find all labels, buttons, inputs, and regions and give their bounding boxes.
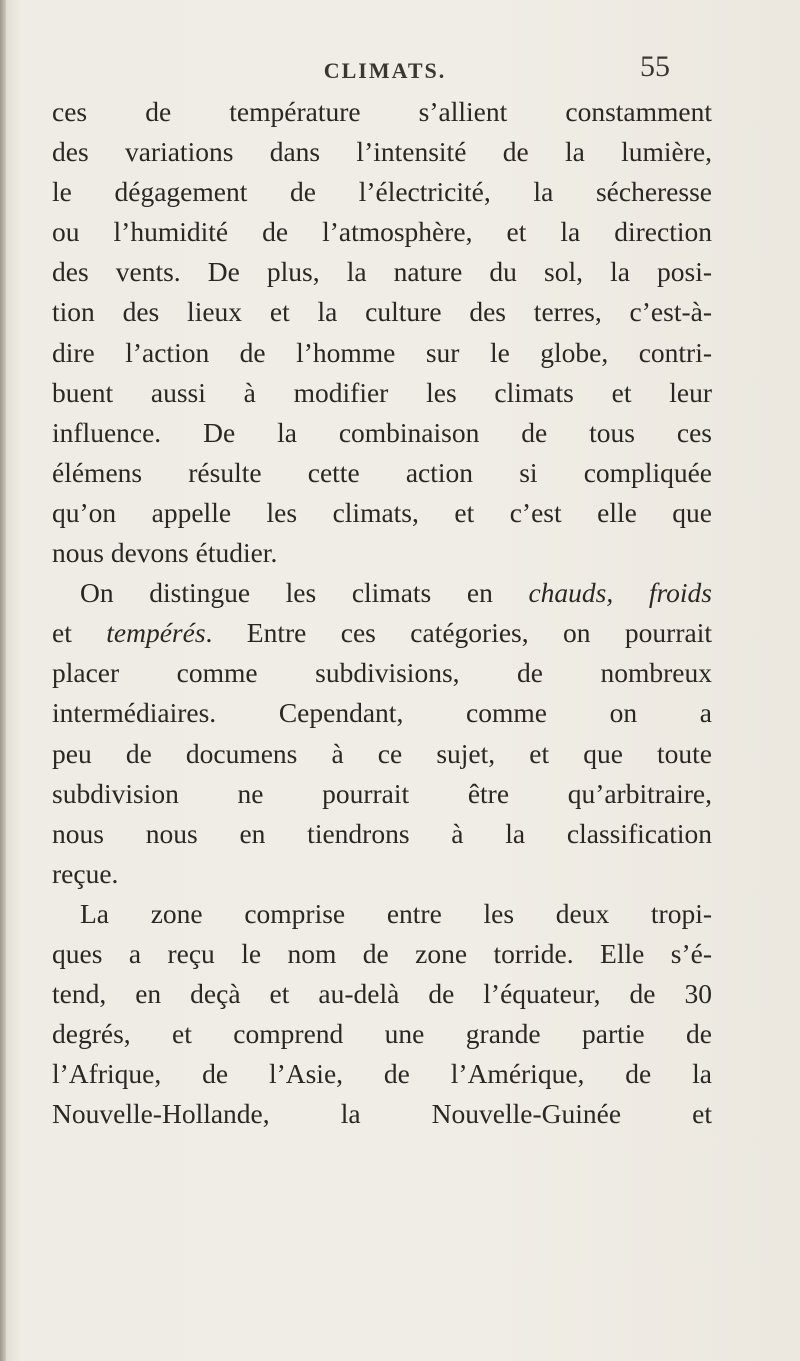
text-line	[52, 613, 712, 653]
text-line: des vents. De plus, la nature du sol, la posi-	[52, 256, 712, 288]
text-line: l’Afrique, de l’Asie, de l’Amérique, de la	[52, 1058, 712, 1090]
text-line: subdivision ne pourrait être qu’arbitraire,	[52, 777, 712, 809]
page-gutter	[0, 0, 6, 1361]
text-line: reçue.	[52, 857, 119, 889]
text-line: ou l’humidité de l’atmosphère, et la direction	[52, 216, 712, 248]
text-line: le dégagement de l’électricité, la sécheresse	[52, 176, 712, 208]
paragraph-first-line: La zone comprise entre les deux tropi-	[80, 897, 712, 929]
body-text	[52, 92, 712, 1134]
text-line: des variations dans l’intensité de la lumière,	[52, 136, 712, 168]
text-line: Nouvelle-Hollande, la Nouvelle-Guinée et	[52, 1098, 712, 1130]
text-line: degrés, et comprend une grande partie de	[52, 1018, 712, 1050]
text-run: . Entre ces catégories, on pourrait	[205, 617, 712, 649]
text-line: nous devons étudier.	[52, 537, 278, 569]
text-line: tend, en deçà et au-delà de l’équateur, de 30	[52, 978, 712, 1010]
text-line: qu’on appelle les climats, et c’est elle que	[52, 496, 712, 528]
text-line: ques a reçu le nom de zone torride. Elle s’é-	[52, 937, 712, 969]
text-line: nous nous en tiendrons à la classification	[52, 817, 712, 849]
italic-term: chauds, froids	[528, 577, 712, 609]
text-line: intermédiaires. Cependant, comme on a	[52, 697, 712, 729]
running-title: CLIMATS.	[323, 58, 447, 83]
text-line: dire l’action de l’homme sur le globe, contri-	[52, 336, 712, 368]
text-line: élémens résulte cette action si compliquée	[52, 456, 712, 488]
text-line: peu de documens à ce sujet, et que toute	[52, 737, 712, 769]
text-line: placer comme subdivisions, de nombreux	[52, 657, 712, 689]
text-run: On distingue les climats en	[80, 577, 529, 609]
text-line: ces de température s’allient constamment	[52, 96, 712, 127]
text-run: et	[52, 617, 107, 649]
italic-term: tempérés	[106, 617, 206, 649]
page-header	[0, 46, 800, 86]
page-number: 55	[640, 50, 670, 83]
text-line: buent aussi à modifier les climats et leur	[52, 376, 712, 408]
text-line: influence. De la combinaison de tous ces	[52, 416, 712, 448]
text-line: tion des lieux et la culture des terres, c’est-à-	[52, 296, 712, 328]
paragraph-first-line	[52, 573, 712, 613]
